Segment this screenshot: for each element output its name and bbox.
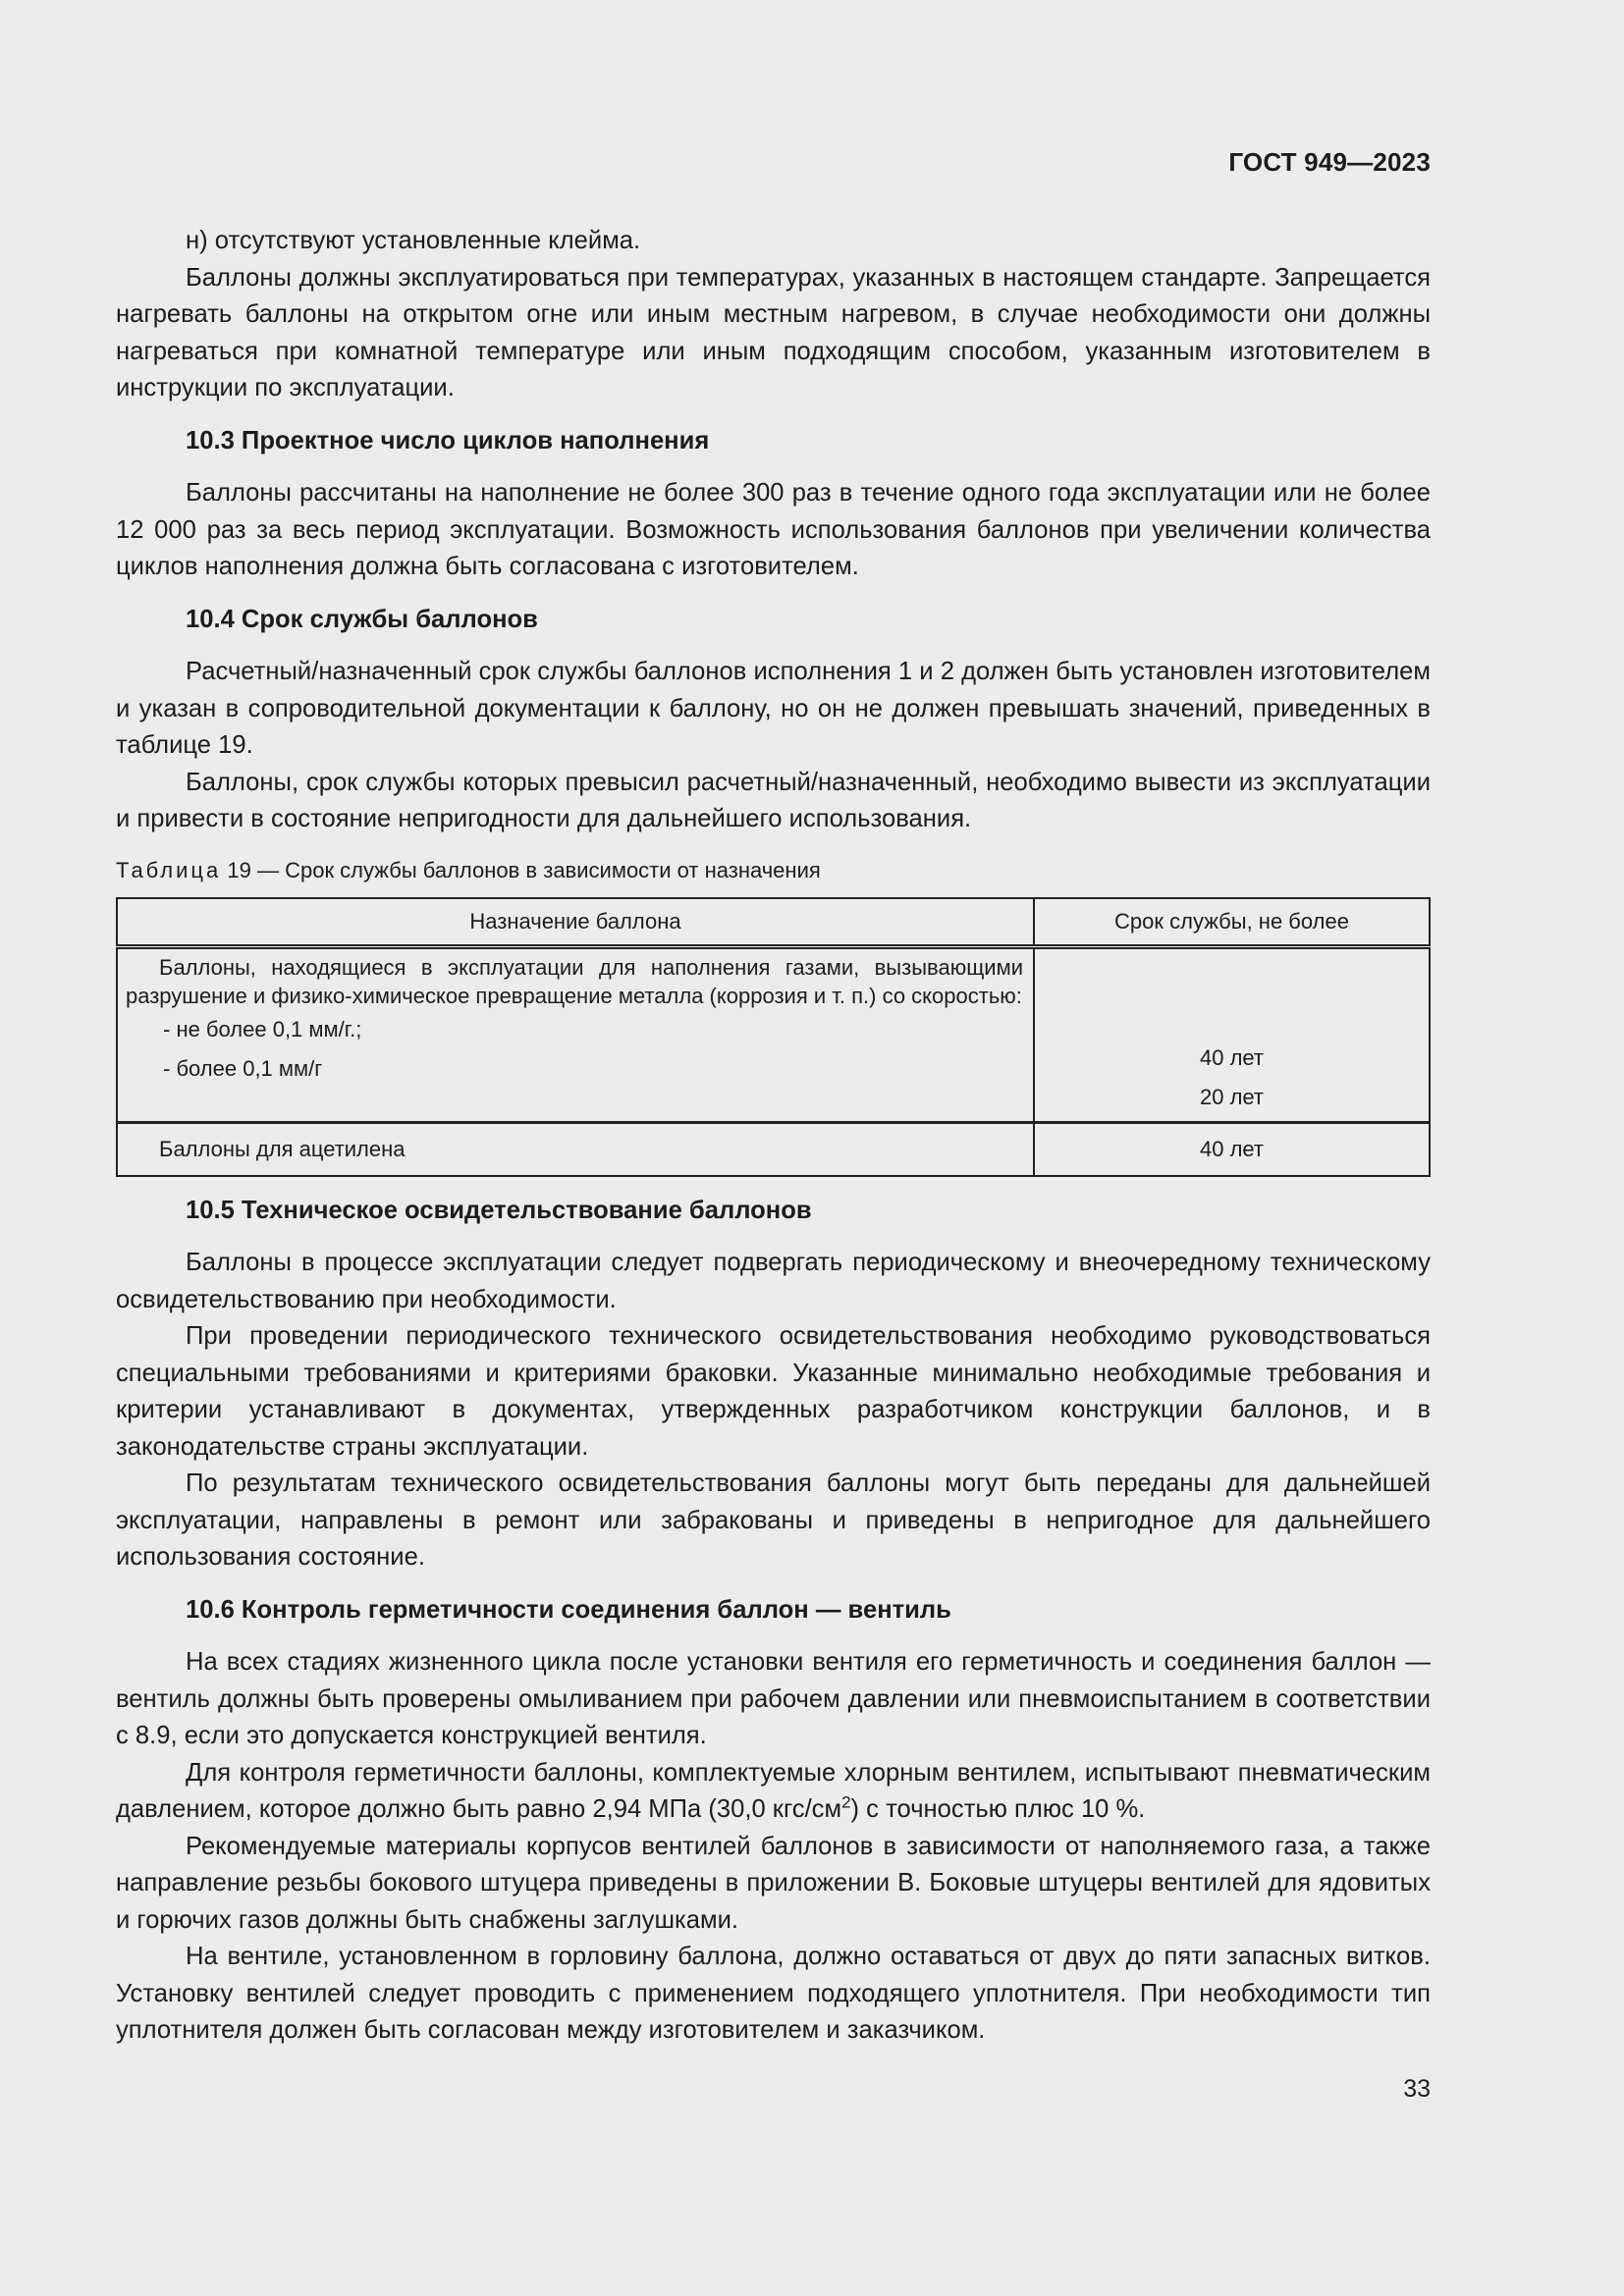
pressure-text: Для контроля герметичности баллоны, комплектуемые хлорным вентилем, испытывают пневматическим давлением, которое должно быть равно 2,94 МПа (30,0 кгс/см: [116, 1758, 1431, 1823]
table-header-service-life: Срок службы, не более: [1034, 898, 1430, 947]
table-cell-purpose: [117, 946, 1034, 1122]
page-number: 33: [1403, 2075, 1431, 2103]
document-body: [116, 223, 1431, 2050]
pressure-text-end: ) с точностью плюс 10 %.: [850, 1795, 1146, 1823]
table-cell-service-life: 40 лет: [1034, 1122, 1430, 1176]
table-19: [116, 897, 1431, 1177]
section-10-6-paragraph-4: На вентиле, установленном в горловину баллона, должно оставаться от двух до пяти запасных витков. Установку вентилей следует проводить с применением подходящего уплотнителя. При необходимости тип уплотнителя должен быть согласован между изготовителем и заказчиком.: [116, 1943, 1431, 2044]
section-10-5-paragraph-1: Баллоны в процессе эксплуатации следует подвергать периодическому и внеочередному техническому освидетельствованию при необходимости.: [116, 1249, 1431, 1313]
table-value: 20 лет: [1199, 1084, 1264, 1109]
document-code: ГОСТ 949—2023: [1228, 147, 1431, 177]
table-cell-purpose: Баллоны для ацетилена: [117, 1122, 1034, 1176]
table-header-row: [117, 898, 1430, 947]
section-10-6-paragraph-2: [116, 1755, 1431, 1829]
table-19-caption: [116, 856, 1431, 885]
section-10-4-paragraph-1: Расчетный/назначенный срок службы баллонов исполнения 1 и 2 должен быть установлен изготовителем и указан в сопроводительной документации к баллону, но он не должен превышать значений, приведенных в таблице 19.: [116, 658, 1431, 759]
table-row: [117, 946, 1430, 1122]
table-caption-label: Таблица: [116, 857, 222, 882]
section-10-3-title: 10.3 Проектное число циклов наполнения: [186, 426, 710, 454]
list-item-n: н) отсутствуют установленные клейма.: [186, 227, 641, 254]
table-cell-service-life: [1034, 946, 1430, 1122]
paragraph-temperature: Баллоны должны эксплуатироваться при температурах, указанных в настоящем стандарте. Запрещается нагревать баллоны на открытом огне или иным местным нагревом, в случае необходимости они должны нагреваться при комнатной температуре или иным подходящим способом, указанным изготовителем в инструкции по эксплуатации.: [116, 263, 1431, 401]
table-caption-text: 19 — Срок службы баллонов в зависимости от назначения: [227, 857, 821, 882]
section-10-6-title: 10.6 Контроль герметичности соединения баллон — вентиль: [186, 1595, 951, 1624]
table-value: 40 лет: [1199, 1044, 1264, 1070]
table-row-item: - более 0,1 мм/г: [163, 1055, 323, 1081]
table-row-item: - не более 0,1 мм/г.;: [163, 1016, 362, 1041]
section-10-6-paragraph-3: Рекомендуемые материалы корпусов вентилей баллонов в зависимости от наполняемого газа, а также направление резьбы бокового штуцера приведены в приложении В. Боковые штуцеры вентилей для ядовитых и горючих газов должны быть снабжены заглушками.: [116, 1832, 1431, 1934]
table-row: [117, 1122, 1430, 1176]
section-10-5-title: 10.5 Техническое освидетельствование баллонов: [186, 1196, 812, 1224]
table-row-lead: Баллоны, находящиеся в эксплуатации для наполнения газами, вызывающими разрушение и физико-химическое превращение металла (коррозия и т. п.) со скоростью:: [126, 954, 1023, 1008]
table-header-purpose: Назначение баллона: [117, 898, 1034, 947]
section-10-4-title: 10.4 Срок службы баллонов: [186, 605, 538, 633]
section-10-5-paragraph-3: По результатам технического освидетельствования баллоны могут быть переданы для дальнейшей эксплуатации, направлены в ремонт или забракованы и приведены в непригодное для дальнейшего использования состояние.: [116, 1469, 1431, 1571]
section-10-5-paragraph-2: При проведении периодического технического освидетельствования необходимо руководствоваться специальными требованиями и критериями браковки. Указанные минимально необходимые требования и критерии устанавливают в документах, утвержденных разработчиком конструкции баллонов, и в законодательстве страны эксплуатации.: [116, 1322, 1431, 1461]
section-10-4-paragraph-2: Баллоны, срок службы которых превысил расчетный/назначенный, необходимо вывести из эксплуатации и привести в состояние непригодности для дальнейшего использования.: [116, 768, 1431, 832]
superscript: 2: [841, 1792, 851, 1812]
section-10-6-paragraph-1: На всех стадиях жизненного цикла после установки вентиля его герметичность и соединения баллон — вентиль должны быть проверены омыливанием при рабочем давлении или пневмоиспытанием в соответствии с 8.9, если это допускается конструкцией вентиля.: [116, 1648, 1431, 1749]
section-10-3-paragraph: Баллоны рассчитаны на наполнение не более 300 раз в течение одного года эксплуатации или не более 12 000 раз за весь период эксплуатации. Возможность использования баллонов при увеличении количества циклов наполнения должна быть согласована с изготовителем.: [116, 479, 1431, 580]
